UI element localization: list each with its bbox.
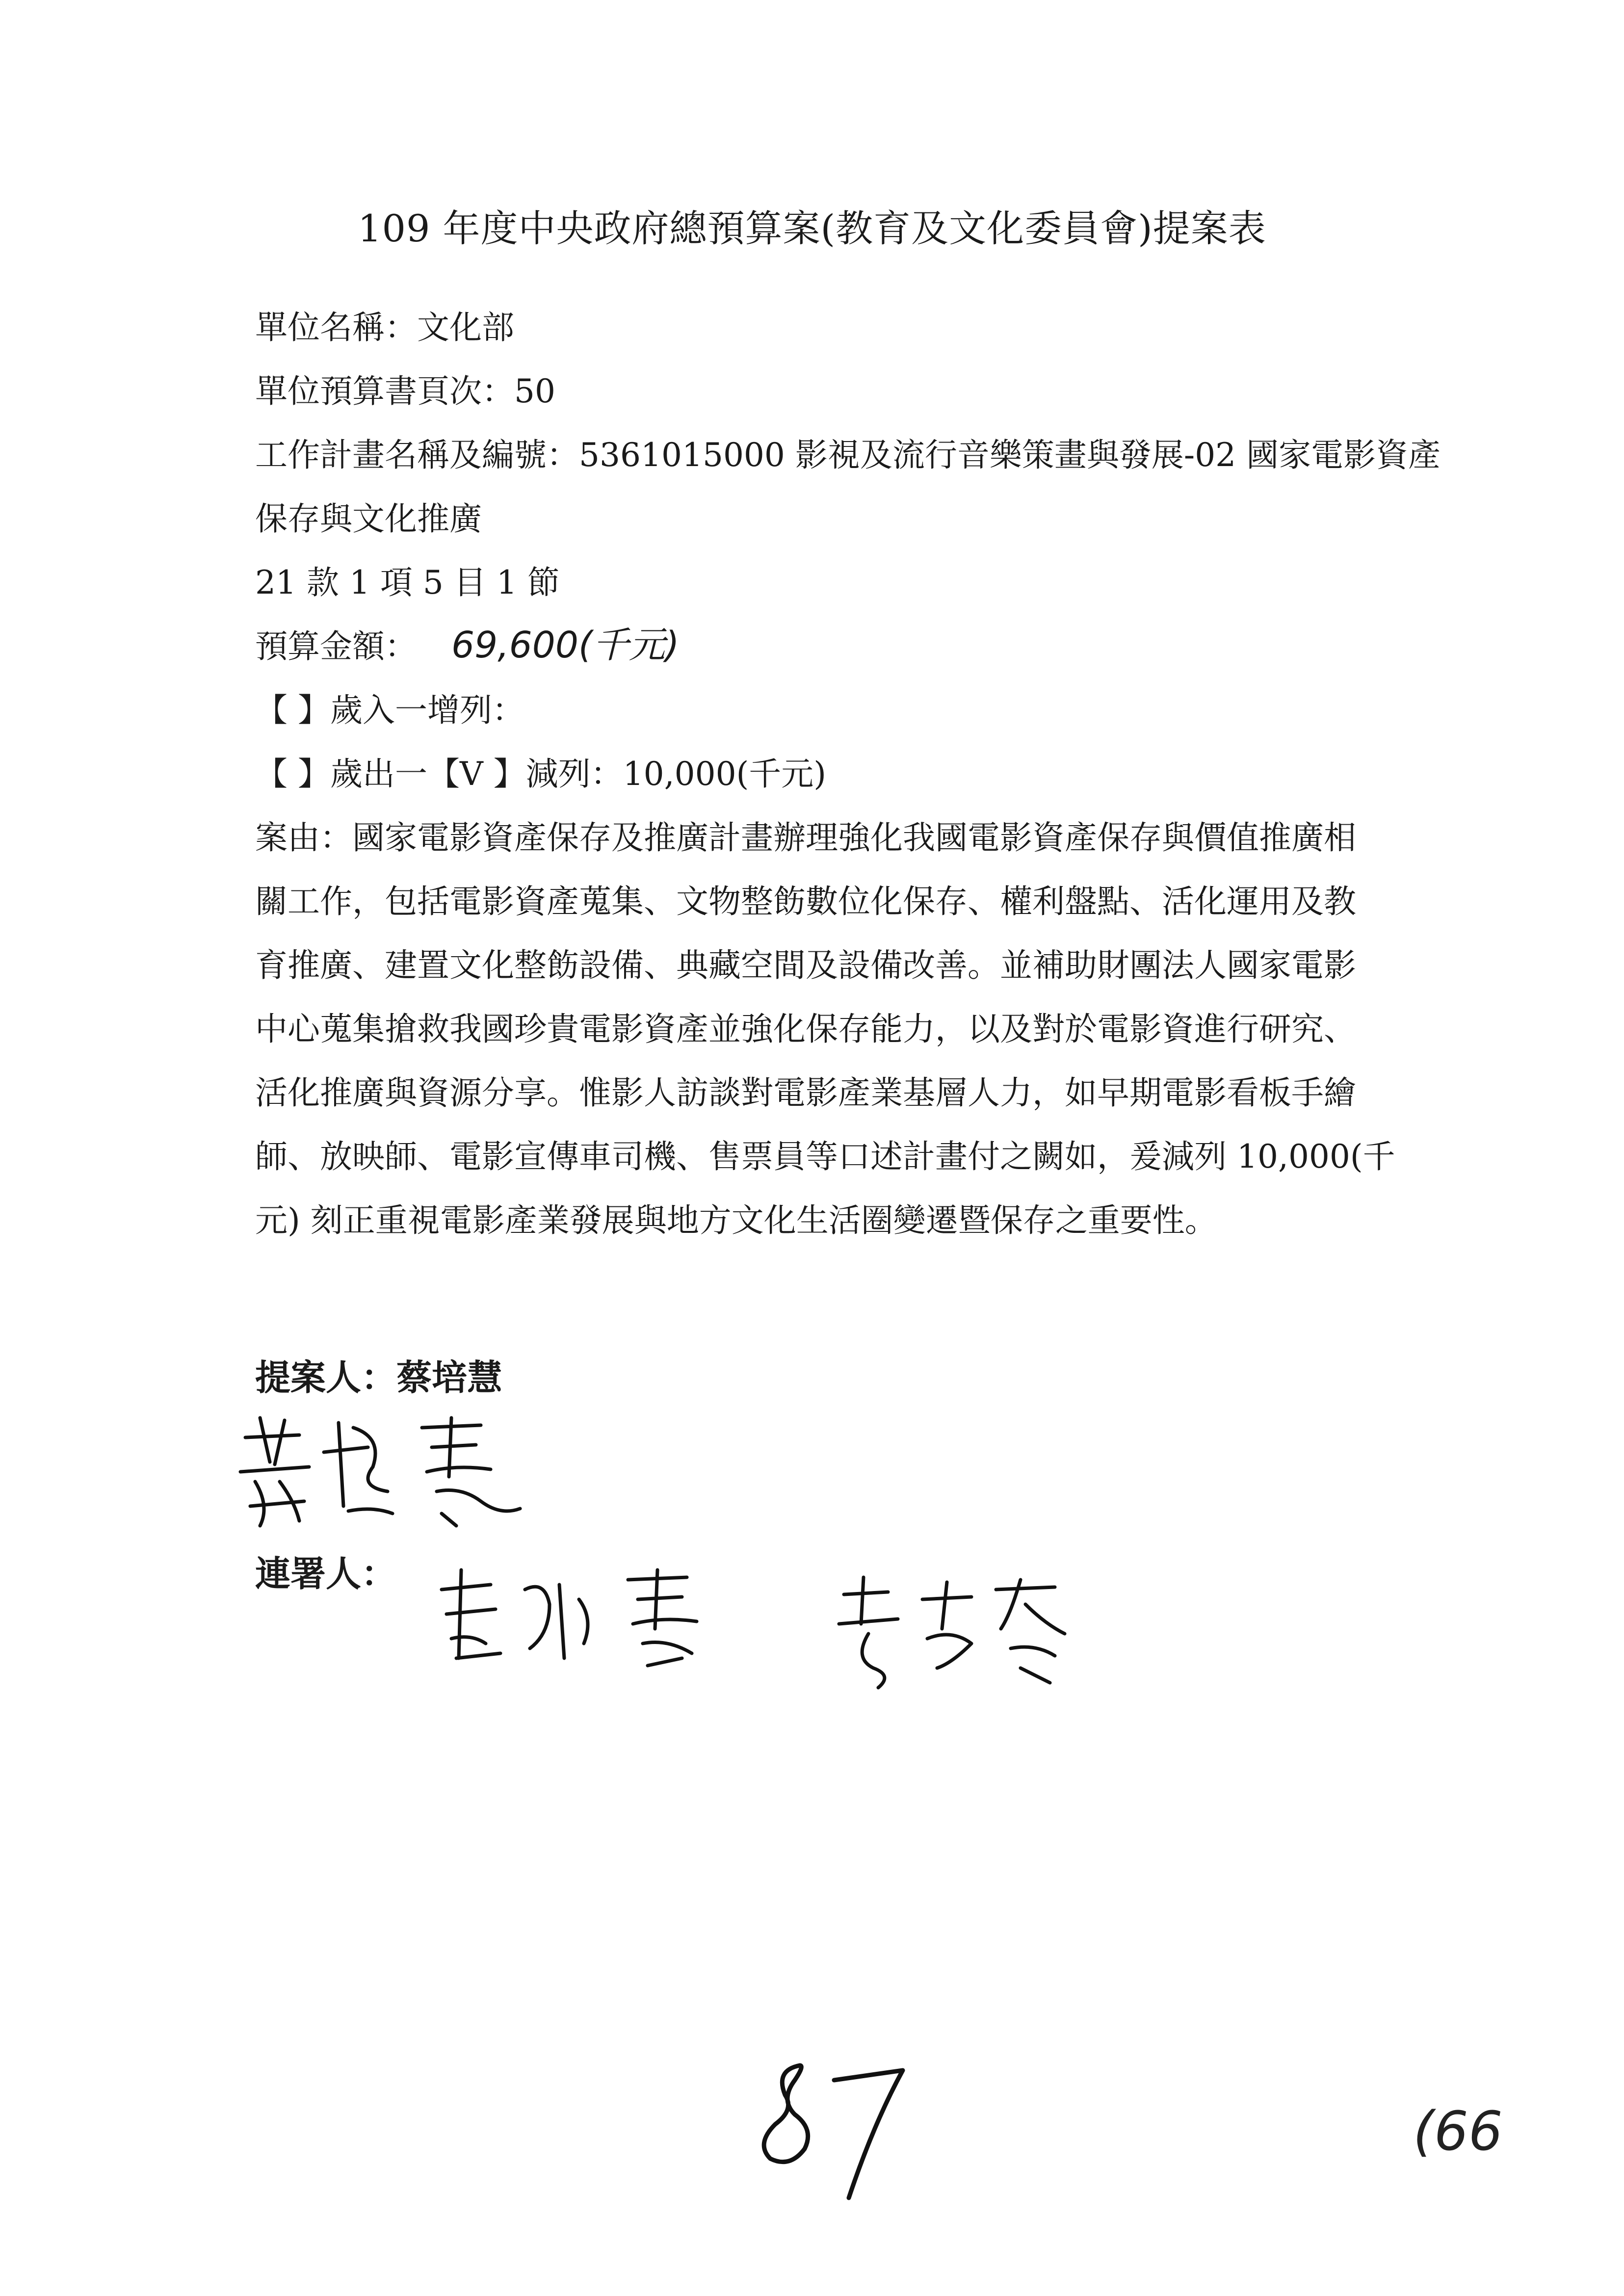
expenditure-decrease-line: 【 】歲出一【V 】減列：10,000(千元)	[255, 755, 827, 793]
budget-book-page: 單位預算書頁次：50	[255, 372, 555, 410]
reason-line: 關工作，包括電影資產蒐集、文物整飭數位化保存、權利盤點、活化運用及教	[255, 883, 1356, 920]
reason-line: 中心蒐集搶救我國珍貴電影資產並強化保存能力，以及對於電影資進行研究、	[255, 1010, 1356, 1048]
reason-line: 活化推廣與資源分享。惟影人訪談對電影產業基層人力，如早期電影看板手繪	[255, 1074, 1356, 1112]
handwritten-page-number-text: 87	[829, 2112, 854, 2134]
work-plan-line-2: 保存與文化推廣	[255, 500, 482, 538]
budget-amount-row	[255, 624, 680, 666]
reason-line: 元) 刻正重視電影產業發展與地方文化生活圈變遷暨保存之重要性。	[255, 1201, 1217, 1239]
corner-page-number: (66	[1413, 2100, 1503, 2163]
page-title: 109 年度中央政府總預算案(教育及文化委員會)提案表	[358, 207, 1266, 250]
handwritten-page-number	[746, 2051, 913, 2208]
revenue-increase-line: 【 】歲入一增列：	[255, 691, 524, 729]
budget-amount-label: 預算金額：	[255, 627, 417, 665]
proposer-signature	[226, 1408, 540, 1536]
budget-amount-value: 69,600(千元)	[451, 624, 680, 666]
proposer-label: 提案人：蔡培慧	[255, 1357, 503, 1398]
cosigner-signature-2	[824, 1570, 1079, 1693]
cosigner-label: 連署人：	[255, 1553, 397, 1594]
budget-item-code: 21 款 1 項 5 目 1 節	[255, 564, 560, 601]
unit-name: 單位名稱：文化部	[255, 309, 514, 346]
reason-line: 育推廣、建置文化整飭設備、典藏空間及設備改善。並補助財團法人國家電影	[255, 946, 1356, 984]
cosigner-signature-1	[432, 1560, 736, 1683]
reason-line: 案由：國家電影資產保存及推廣計畫辦理強化我國電影資產保存與價值推廣相	[255, 819, 1356, 857]
work-plan-line-1: 工作計畫名稱及編號：5361015000 影視及流行音樂策畫與發展-02 國家電影資產	[255, 436, 1441, 474]
reason-line: 師、放映師、電影宣傳車司機、售票員等口述計畫付之闕如，爰減列 10,000(千	[255, 1138, 1395, 1175]
